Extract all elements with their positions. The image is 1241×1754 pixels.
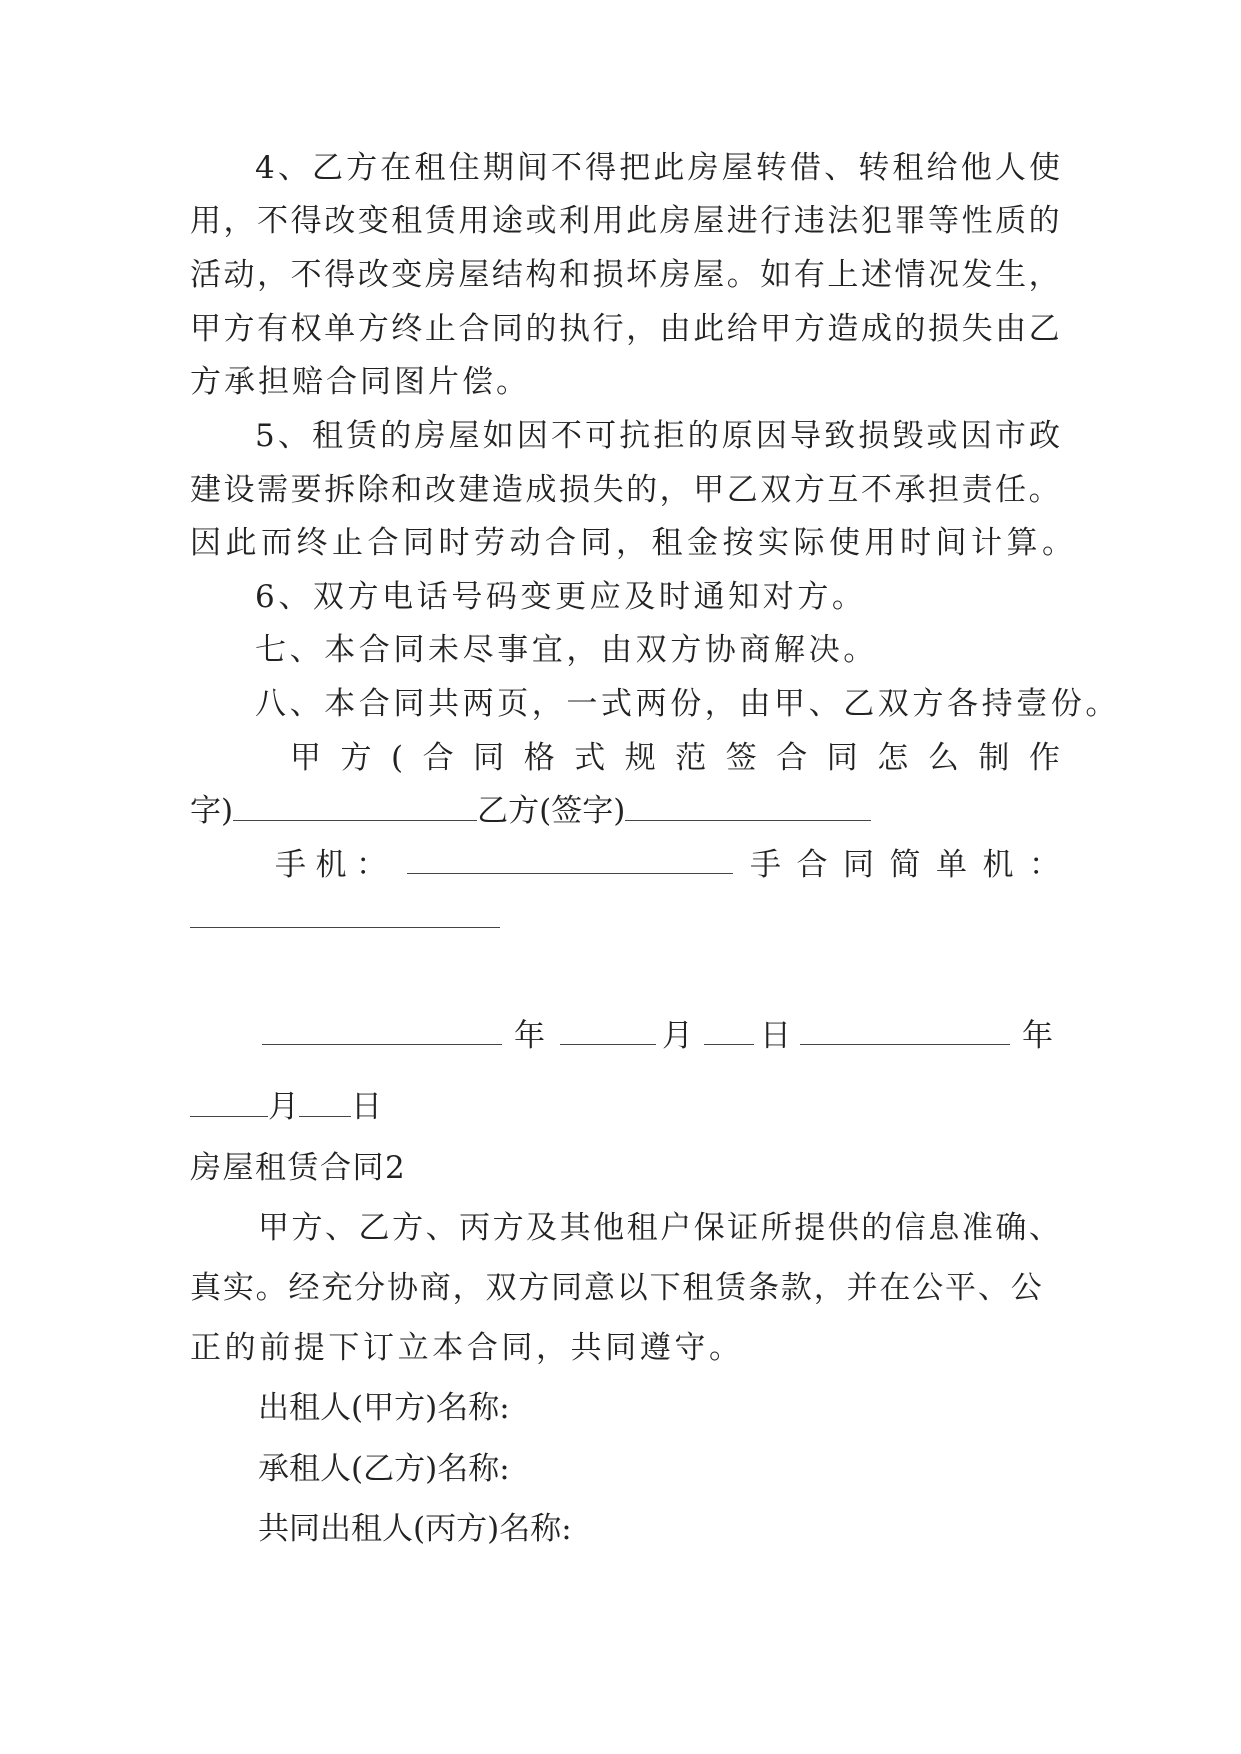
paragraph-4-line-4: 甲 方 有 权 单 方 终 止 合 同 的 执 行 ， 由 此 给 甲 方 造 成 的 损 失 由 乙 — [190, 311, 1060, 347]
section-2-title: 房屋租赁合同2 — [190, 1150, 407, 1186]
section-2-intro-line-1: 甲 方 、 乙 方 、 丙 方 及 其 他 租 户 保 证 所 提 供 的 信 息 准 确 、 — [258, 1210, 1060, 1246]
date-b-month-label: 月 — [268, 1089, 299, 1125]
party-a-signature-blank — [233, 792, 477, 821]
date-a-month-blank — [560, 1016, 656, 1045]
signature-line-2 — [190, 791, 1060, 831]
date-a-day-blank — [704, 1016, 754, 1045]
phone-line — [275, 845, 1060, 885]
date-line-2 — [190, 1087, 1060, 1127]
date-a-month-label: 月 — [662, 1018, 693, 1054]
lessee-name-field: 承租人(乙方)名称: — [258, 1451, 510, 1487]
paragraph-5-line-1: 5 、 租 赁 的 房 屋 如 因 不 可 抗 拒 的 原 因 导 致 损 毁 或 因 市 政 — [255, 418, 1060, 454]
date-b-month-blank — [190, 1088, 268, 1117]
lessor-name-field: 出租人(甲方)名称: — [258, 1390, 510, 1426]
paragraph-5-line-3: 因此而终止合同时劳动合同，租金按实际使用时间计算。 — [190, 525, 1078, 561]
phone-b-blank-line — [190, 898, 1060, 938]
date-b-year-blank — [800, 1016, 1010, 1045]
signature-party-a-end: 字) — [190, 793, 234, 829]
party-b-signature-label: 乙方(签字) — [477, 793, 626, 829]
date-a-year-label: 年 — [514, 1018, 545, 1054]
date-a-year-blank — [262, 1016, 502, 1045]
section-2-intro-line-3: 正的前提下订立本合同，共同遵守。 — [190, 1330, 744, 1366]
paragraph-4-line-2: 用 ， 不 得 改 变 租 赁 用 途 或 利 用 此 房 屋 进 行 违 法 犯 罪 等 性 质 的 — [190, 203, 1060, 239]
paragraph-5-line-2: 建 设 需 要 拆 除 和 改 建 造 成 损 失 的 ， 甲 乙 双 方 互 不 承 担 责 任 。 — [190, 472, 1060, 508]
date-b-year-label: 年 — [1022, 1018, 1053, 1054]
date-line-1 — [262, 1016, 1060, 1056]
phone-a-blank — [407, 845, 733, 874]
phone-b-blank — [190, 899, 500, 928]
paragraph-4-line-1: 4 、 乙 方 在 租 住 期 间 不 得 把 此 房 屋 转 借 、 转 租 给 他 人 使 — [255, 150, 1060, 186]
phone-label-b: 手 合 同 简 单 机 ： — [750, 847, 1060, 883]
phone-label-a: 手 机 ： — [275, 847, 387, 883]
party-b-signature-blank — [625, 792, 871, 821]
date-b-day-blank — [299, 1088, 351, 1117]
paragraph-6: 6、双方电话号码变更应及时通知对方。 — [255, 579, 867, 615]
date-a-day-label: 日 — [760, 1018, 791, 1054]
clause-7: 七、本合同未尽事宜，由双方协商解决。 — [255, 632, 878, 668]
date-b-day-label: 日 — [351, 1089, 382, 1125]
clause-8: 八、本合同共两页，一式两份，由甲、乙双方各持壹份。 — [255, 686, 1120, 722]
paragraph-4-line-3: 活 动 ， 不 得 改 变 房 屋 结 构 和 损 坏 房 屋 。 如 有 上 述 情 况 发 生 ， — [190, 257, 1060, 293]
signature-line-1: 甲 方 ( 合 同 格 式 规 范 签 合 同 怎 么 制 作 — [290, 740, 1060, 776]
paragraph-4-line-5: 方承担赔合同图片偿。 — [190, 364, 530, 400]
co-lessor-name-field: 共同出租人(丙方)名称: — [258, 1511, 572, 1547]
section-2-intro-line-2: 真 实 。 经 充 分 协 商 ， 双 方 同 意 以 下 租 赁 条 款 ， 并 在 公 平 、 公 — [190, 1270, 1042, 1306]
